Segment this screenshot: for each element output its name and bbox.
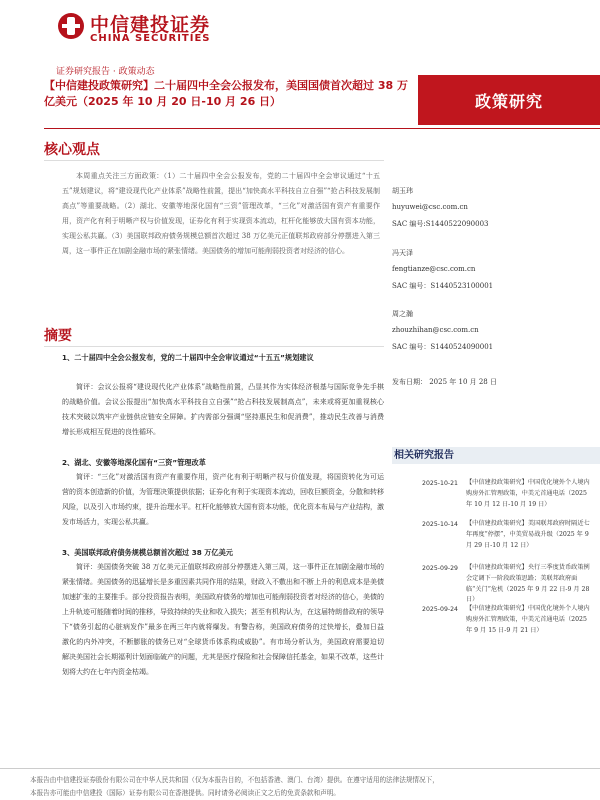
summary-section-2-title: 2、湖北、安徽等地深化国有“三资”管理改革 bbox=[62, 458, 206, 467]
publish-date: 发布日期： 2025 年 10 月 28 日 bbox=[392, 378, 497, 386]
core-view-heading: 核心观点 bbox=[44, 142, 100, 158]
related-report-link[interactable]: 【中信建投政策研究】央行三季度货币政策例会定调下一阶段政策思路；美联邦政府面临“关门”危机（2025 年 9 月 22 日-9 月 28 日） bbox=[466, 564, 590, 604]
analyst-name: 胡玉玮 bbox=[392, 187, 413, 195]
core-view-divider bbox=[44, 160, 384, 161]
summary-section-1-text: 简评：会议公报将“建设现代化产业体系”战略性前置，凸显其作为实体经济根基与国际竞争先手棋的战略价值。会议公报提出“加快高水平科技自立自强”“抢占科技发展制高点”，未来或将更加重视核心技术突破以筑牢产业链供应链安全屏障。扩内需部分强调“坚持惠民生和促消费”，推动民生改善与消费增长形成相互促进的良性循环。 bbox=[62, 383, 384, 436]
related-reports-heading: 相关研究报告 bbox=[392, 447, 600, 464]
summary-section-2-text: 简评：“三化”对激活国有资产有重要作用，资产化有利于明晰产权与价值发现，将国资转化为可运营的资本创造新的价值，为管理决策提供依据；证券化有利于实现资本流动，回收巨额资金，分散和转移风险，以及引入市场约束，提升治理水平。杠杆化能够放大国有资本功能，优化资本布局与产业结构，激发市场活力，实现公私共赢。 bbox=[62, 473, 384, 526]
analyst-sac-number: SAC 编号:S1440522090003 bbox=[392, 220, 489, 228]
company-name-en: CHINA SECURITIES bbox=[90, 33, 211, 44]
core-view-text: 本周重点关注三方面政策：（1）二十届四中全会公报发布，党的二十届四中全会审议通过“十五五”规划建议，将“建设现代化产业体系”战略性前置，提出“加快高水平科技自立自强”“抢占科技发展制高点”等重要战略。（2）湖北、安徽等地深化国有“三资”管理改革，“三化”对激活国有资产有重要作用，资产化有利于明晰产权与价值发现，证券化有利于实现资本流动，杠杆化能够放大国有资本功能，实现公私共赢。（3）美国联邦政府债务规模总额首次超过 38 万亿美元正值联邦政府部分停摆进入第三周，这一事件正在加剧金融市场的紧张情绪。美国债务的增加可能削弱投资者对经济的信心。 bbox=[62, 172, 380, 255]
related-report-link[interactable]: 【中信建投政策研究】美国联邦政府时隔近七年再度“停摆”，中美贸易战升级（2025 年 9 月 29 日-10 月 12 日） bbox=[466, 520, 590, 549]
related-report-date: 2025-10-21 bbox=[422, 480, 458, 487]
footer-disclaimer-line-1: 本报告由中信建投证券股份有限公司在中华人民共和国（仅为本报告目的，不包括香港、澳门、台湾）提供。在遵守适用的法律法规情况下， bbox=[30, 776, 439, 784]
related-report-date: 2025-09-29 bbox=[422, 565, 458, 572]
analyst-email: fengtianze@csc.com.cn bbox=[392, 265, 476, 273]
summary-section-1-title: 1、二十届四中全会公报发布，党的二十届四中全会审议通过“十五五”规划建议 bbox=[62, 353, 314, 362]
analyst-name: 周之瀚 bbox=[392, 310, 413, 318]
analyst-email: huyuwei@csc.com.cn bbox=[392, 203, 468, 211]
related-report-date: 2025-09-24 bbox=[422, 606, 458, 613]
footer-divider bbox=[0, 768, 600, 769]
analyst-email: zhouzhihan@csc.com.cn bbox=[392, 326, 479, 334]
category-banner: 政策研究 bbox=[418, 75, 600, 125]
summary-section-3-text: 简评：美国债务突破 38 万亿美元正值联邦政府部分停摆进入第三周，这一事件正在加剧金融市场的紧张情绪。美国债务的迅猛增长是多重因素共同作用的结果，财政入不敷出和不断上升的利息成本是美债加速扩张的主要推手。部分投资报告表明，美国政府债务的增加也可能削弱投资者对经济的信心，美债的上升轨迹可能随着时间的推移，导致持续的失业和收入损失；甚至有机构认为，在这届特朗普政府的领导下“债务引起的心脏病发作”最多在两三年内就将爆发。有警告称，美国政府债务的过快增长，叠加日益激化的内外冲突，不断膨胀的债务已对“全球货币体系构成威胁”。有市场分析认为，美国政府需要迫切解决美国社会长期福利计划面临破产的问题，尤其是医疗保险和社会保障信托基金，如果不改革，这些计划将大约在七年内资金枯竭。 bbox=[62, 563, 384, 676]
footer-disclaimer-line-2: 本报告亦可能由中信建投（国际）证券有限公司在香港提供。同时请务必阅读正文之后的免责条款和声明。 bbox=[30, 789, 340, 797]
related-report-date: 2025-10-14 bbox=[422, 521, 458, 528]
header-divider bbox=[44, 128, 600, 129]
analyst-sac-number: SAC 编号：S1440524090001 bbox=[392, 343, 494, 351]
analyst-sac-number: SAC 编号：S1440523100001 bbox=[392, 282, 494, 290]
company-logo-icon bbox=[58, 13, 84, 39]
related-report-link[interactable]: 【中信建投政策研究】中国优化境外个人境内购房外汇管理政策，中美元首通电话（2025 年 10 月 12 日-10 月 19 日） bbox=[466, 479, 590, 508]
summary-divider bbox=[44, 346, 384, 347]
related-report-link[interactable]: 【中信建投政策研究】中国优化境外个人境内购房外汇管理政策，中美元首通电话（2025 年 9 月 15 日-9 月 21 日） bbox=[466, 605, 590, 634]
company-name-cn: 中信建投证券 bbox=[90, 14, 211, 36]
report-title: 【中信建投政策研究】二十届四中全会公报发布，美国国债首次超过 38 万亿美元（2025 年 10 月 20 日-10 月 26 日） bbox=[44, 79, 408, 108]
analyst-name: 冯天泽 bbox=[392, 249, 413, 257]
summary-heading: 摘要 bbox=[44, 328, 72, 344]
summary-section-3-title: 3、美国联邦政府债务规模总额首次超过 38 万亿美元 bbox=[62, 548, 233, 557]
report-type-label: 证券研究报告 · 政策动态 bbox=[56, 67, 155, 77]
